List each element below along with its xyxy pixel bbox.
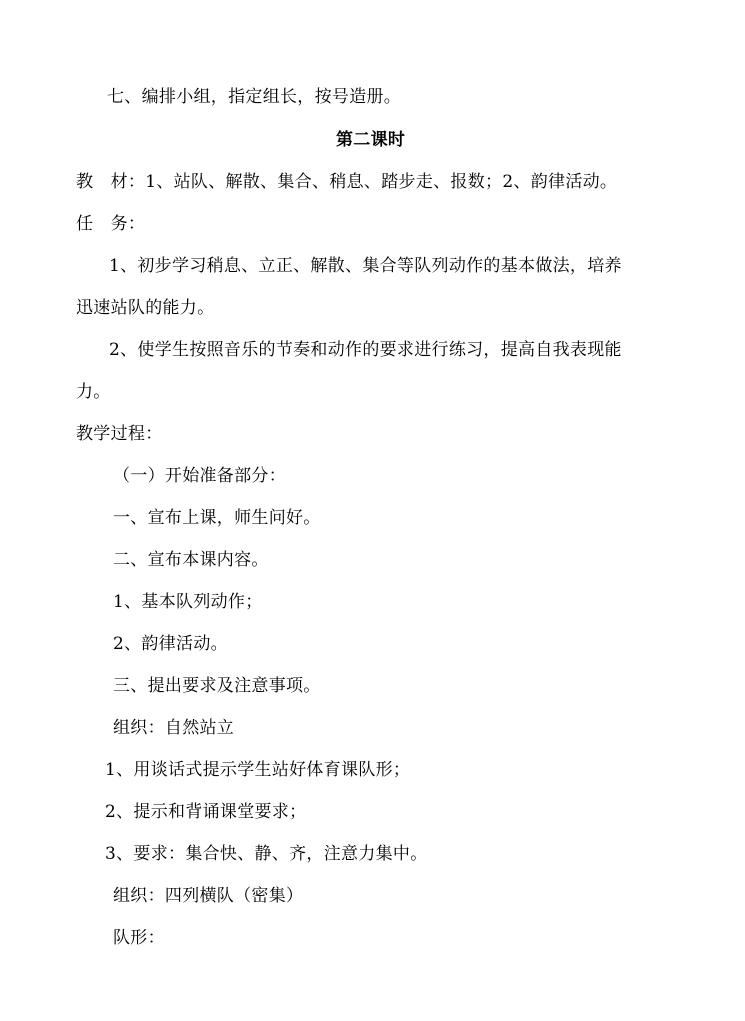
text-line-task-1: 1、初步学习稍息、立正、解散、集合等队列动作的基本做法，培养: [109, 256, 622, 276]
section-title: 第二课时: [336, 130, 406, 150]
text-line-1: 七、编排小组，指定组长，按号造册。: [107, 87, 402, 107]
text-line-org-2: 组织：四列横队（密集）: [113, 886, 304, 906]
text-line-step-3: 三、提出要求及注意事项。: [113, 676, 321, 696]
text-line-step-1: 一、宣布上课，师生问好。: [113, 508, 321, 528]
text-line-content-1: 1、基本队列动作；: [113, 592, 263, 612]
text-line-step-2: 二、宣布本课内容。: [113, 550, 269, 570]
text-line-org-1: 组织：自然站立: [113, 718, 235, 738]
text-line-req-2: 2、提示和背诵课堂要求；: [105, 802, 307, 822]
text-line-req-3: 3、要求：集合快、静、齐，注意力集中。: [105, 844, 428, 864]
text-line-process-label: 教学过程：: [76, 424, 163, 444]
text-line-task-2-cont: 力。: [76, 382, 111, 402]
text-line-task-1-cont: 迅速站队的能力。: [76, 298, 215, 318]
text-line-part-1: （一）开始准备部分：: [113, 466, 286, 486]
text-line-content-2: 2、韵律活动。: [113, 634, 228, 654]
text-line-req-1: 1、用谈话式提示学生站好体育课队形；: [105, 760, 411, 780]
text-line-tasks-label: 任 务：: [76, 214, 146, 234]
text-line-materials: 教 材：1、站队、解散、集合、稍息、踏步走、报数；2、韵律活动。: [76, 172, 618, 192]
text-line-formation: 队形：: [113, 928, 165, 948]
text-line-task-2: 2、使学生按照音乐的节奏和动作的要求进行练习，提高自我表现能: [109, 340, 622, 360]
